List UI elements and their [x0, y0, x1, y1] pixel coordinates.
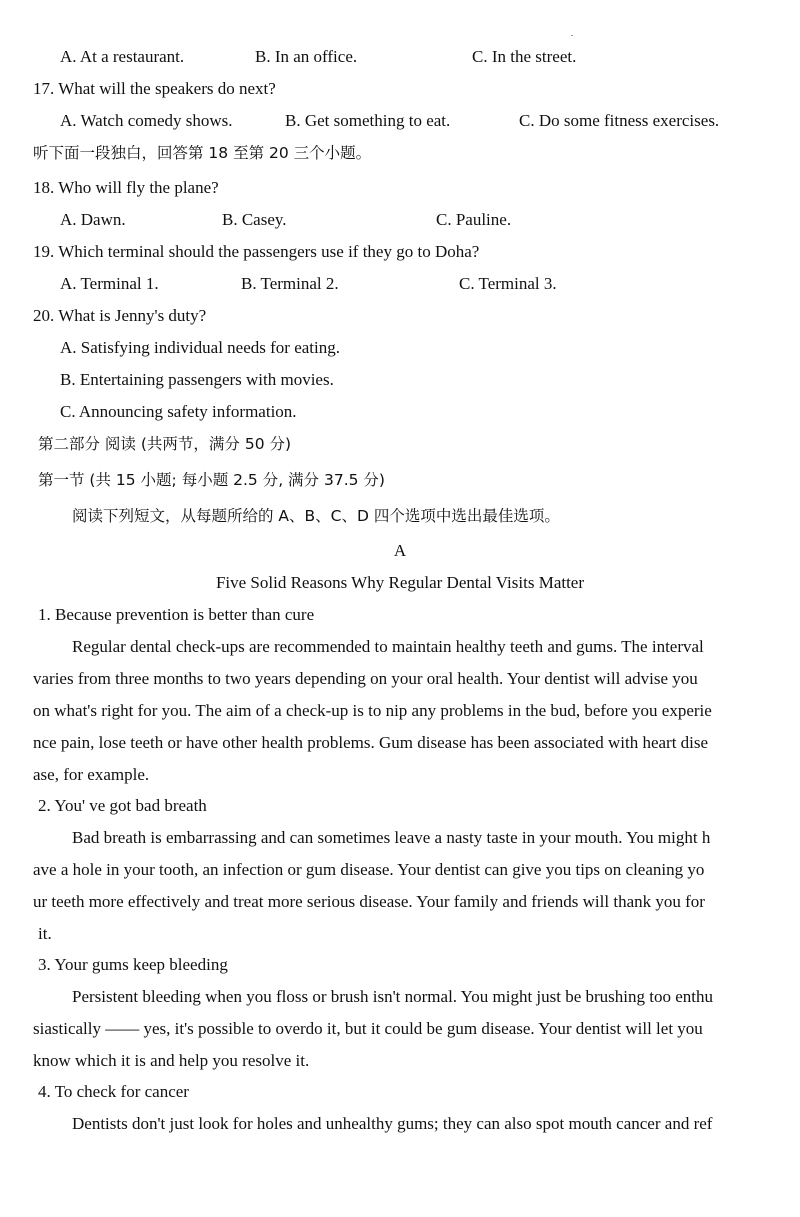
- q17-option-a: A. Watch comedy shows.: [60, 111, 233, 130]
- q19-option-c: C. Terminal 3.: [459, 274, 557, 293]
- paragraph-line: it.: [38, 924, 52, 943]
- q16-option-b: B. In an office.: [255, 47, 358, 66]
- q17-question: 17. What will the speakers do next?: [33, 79, 276, 98]
- paragraph-line: ave a hole in your tooth, an infection or gum disease. Your dentist can give you tips on cleaning yo: [33, 860, 705, 879]
- paragraph-line: siastically —— yes, it's possible to overdo it, but it could be gum disease. Your dentist will let you: [33, 1019, 703, 1038]
- paragraph-line: ase, for example.: [33, 765, 150, 784]
- section-heading: 2. You' ve got bad breath: [38, 796, 207, 815]
- paragraph-line: know which it is and help you resolve it.: [33, 1051, 310, 1070]
- q20-option-c: C. Announcing safety information.: [60, 402, 297, 421]
- section-heading: 3. Your gums keep bleeding: [38, 955, 228, 974]
- q19-question: 19. Which terminal should the passengers use if they go to Doha?: [33, 242, 480, 261]
- passage-title: Five Solid Reasons Why Regular Dental Visits Matter: [215, 573, 585, 592]
- paragraph-line: varies from three months to two years depending on your oral health. Your dentist will advise you: [33, 669, 698, 688]
- q16-option-c: C. In the street.: [472, 47, 577, 66]
- paragraph-line: Dentists don't just look for holes and unhealthy gums; they can also spot mouth cancer and ref: [72, 1114, 713, 1133]
- q19-option-a: A. Terminal 1.: [60, 274, 159, 293]
- paragraph-line: on what's right for you. The aim of a check-up is to nip any problems in the bud, before you experie: [33, 701, 712, 720]
- paragraph-line: ur teeth more effectively and treat more serious disease. Your family and friends will thank you for: [33, 892, 705, 911]
- part2-instruction: 阅读下列短文，从每题所给的 A、B、C、D 四个选项中选出最佳选项。: [72, 507, 560, 525]
- q20-option-b: B. Entertaining passengers with movies.: [60, 370, 334, 389]
- q17-option-b: B. Get something to eat.: [285, 111, 451, 130]
- q16-option-a: A. At a restaurant.: [60, 47, 185, 66]
- part2-heading: 第二部分 阅读 (共两节，满分 50 分): [38, 435, 292, 453]
- q19-option-b: B. Terminal 2.: [241, 274, 339, 293]
- q18-option-b: B. Casey.: [222, 210, 287, 229]
- q18-option-a: A. Dawn.: [60, 210, 126, 229]
- passage-label: A: [393, 541, 407, 560]
- q20-question: 20. What is Jenny's duty?: [33, 306, 207, 325]
- q20-option-a: A. Satisfying individual needs for eating.: [60, 338, 340, 357]
- q18-option-c: C. Pauline.: [436, 210, 512, 229]
- section-heading: 4. To check for cancer: [38, 1082, 189, 1101]
- q18-question: 18. Who will fly the plane?: [33, 178, 219, 197]
- paragraph-line: Bad breath is embarrassing and can sometimes leave a nasty taste in your mouth. You might h: [72, 828, 711, 847]
- paragraph-line: Persistent bleeding when you floss or brush isn't normal. You might just be brushing too enthu: [72, 987, 714, 1006]
- paragraph-line: nce pain, lose teeth or have other health problems. Gum disease has been associated with heart dise: [33, 733, 709, 752]
- scan-speck: [571, 35, 573, 36]
- paragraph-line: Regular dental check-ups are recommended to maintain healthy teeth and gums. The interval: [72, 637, 704, 656]
- instruction-18-20: 听下面一段独白，回答第 18 至第 20 三个小题。: [33, 144, 372, 162]
- part2-section1: 第一节 (共 15 小题; 每小题 2.5 分, 满分 37.5 分): [38, 471, 385, 489]
- q17-option-c: C. Do some fitness exercises.: [519, 111, 720, 130]
- section-heading: 1. Because prevention is better than cure: [38, 605, 315, 624]
